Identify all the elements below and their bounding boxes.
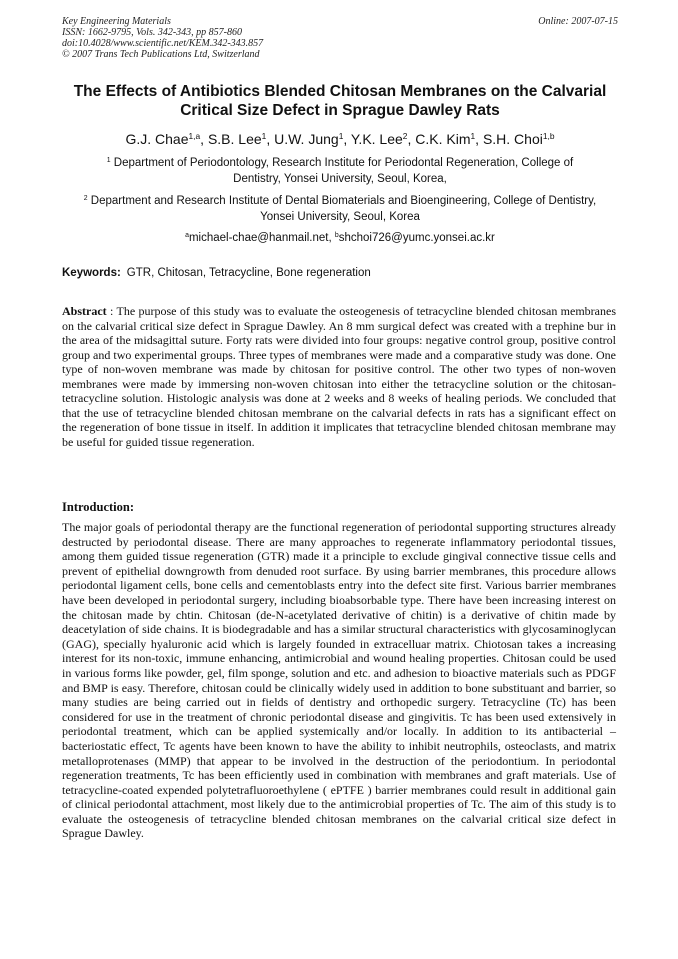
- author: [415, 131, 483, 147]
- affiliation-2-line-2: Yonsei University, Seoul, Korea: [260, 211, 420, 223]
- keywords: [62, 265, 618, 281]
- affiliation-1-line-1: [62, 155, 618, 171]
- keywords-text: GTR, Chitosan, Tetracycline, Bone regeneration: [126, 267, 371, 279]
- author: [483, 131, 555, 147]
- title-line-2: Critical Size Defect in Sprague Dawley Rats: [180, 102, 500, 119]
- author-affiliation-mark: 1: [470, 130, 476, 141]
- affiliation-2: [62, 193, 618, 225]
- introduction-heading: Introduction:: [62, 500, 135, 514]
- author-name: Y.K. Lee: [350, 131, 403, 147]
- author: [208, 131, 274, 147]
- author: [274, 131, 351, 147]
- author-emails: [62, 230, 618, 246]
- affiliation-1-text-1: Department of Periodontology, Research Institute for Periodontal Regeneration, College of: [110, 157, 574, 169]
- author-separator: ,: [200, 131, 208, 147]
- affiliation-1-mark: 1: [106, 156, 111, 164]
- journal-doi: doi:10.4028/www.scientific.net/KEM.342-343.857: [62, 38, 264, 49]
- email-b: shchoi726@yumc.yonsei.ac.kr: [338, 232, 495, 244]
- author-affiliation-mark: 1: [261, 130, 267, 141]
- keywords-label: Keywords:: [62, 267, 121, 279]
- author-separator: ,: [343, 131, 351, 147]
- author: [125, 131, 207, 147]
- author-affiliation-mark: 2: [402, 130, 408, 141]
- introduction-text: The major goals of periodontal therapy are the functional regeneration of periodontal supporting structures already destructed by periodontal disease. There are many approaches to regenerate inflammatory periodontal tissues, among them guided tissue regeneration (GTR) made it a principle to exclude gingival connective tissue cells and prevent of epithelial downgrowth from denuded root surface. By using barrier membranes, this procedure allows periodontal ligament cells, bone cells and cementoblasts entry into the defect site first. Various barrier membranes have been developed in periodontal surgery, including bioabsorbable type. There have been increasing interest on the chitosan made by chtin. Chitosan (de-N-acetylated derivative of chitin) is a derivative of chitin made by deacetylation of side chains. It is biodegradable and has a similar structural characteristics with glycosaminoglycan (GAG), specially hyaluronic acid which is largely founded in extracelluar matrix. Chiotosan takes a increasing interest for its non-toxic, immune enhancing, antimicrobial and wound healing properties. Chitosan could be used in various forms like powder, gel, film sponge, solution and etc. and adhesion to bioactive materials such as PDGF and BMP is easy. Therefore, chitosan could be clinically widely used in addition to bone substituant and barrier, so many studies are being carried out in fields of dentistry and orthopedic surgery. Tetracycline (Tc) has been considered for use in the treatment of chronic periodontal disease and gingivitis. Tc has been used extensively in periodontal treatment, which can be applied systemically and/or locally. In addition to its antibacterial – bacteriostatic effect, Tc agents have been known to have the ability to inhibit neutrophils, osteoclasts, and matrix metalloprotenases (MMP) that appear to be involved in the destruction of the periodontium. In periodontal regeneration treatments, Tc has been efficiently used in combination with membranes and graft materials. Use of tetracycline-coated expended polytetrafluoroethylene ( ePTFE ) barrier membranes could result in additional gain of clinical periodontal attachment, most likely due to the antimicrobial properties of Tc. The aim of this study is to evaluate the osteogenesis of tetracycline blended chitosan membranes on the calvarial critical size defect in Sprague Dawley.: [62, 520, 616, 841]
- author-name: S.H. Choi: [482, 131, 543, 147]
- abstract-text: : The purpose of this study was to evaluate the osteogenesis of tetracycline blended chitosan membranes on the calvarial critical size defect in Sprague Dawley. An 8 mm surgical defect was created with a trephine bur in the area of the midsagittal suture. Forty rats were divided into four groups: negative control group, positive control group and two experimental groups. Three types of membranes were made and a comparative study was done. One type of non-woven membrane was made by chitosan for positive control. The other two types of non-woven membranes were made by immersing non-woven chitosan into either the tetracycline solution or the chitosan-tetracycline solution. Histologic analysis was done at 2 weeks and 8 weeks of healing periods. We concluded that that the use of tetracycline blended chitosan membrane on the calvarial defects in rats has a significant effect on the regeneration of bone tissue in itself. In addition it implicates that tetracycline blended chitosan membrane may be useful for guided tissue regeneration.: [62, 304, 616, 449]
- journal-name: Key Engineering Materials: [62, 16, 171, 27]
- author-name: C.K. Kim: [415, 131, 471, 147]
- title-line-1: The Effects of Antibiotics Blended Chitosan Membranes on the Calvarial: [73, 83, 607, 100]
- affiliation-2-mark: 2: [83, 194, 88, 202]
- author-name: S.B. Lee: [207, 131, 262, 147]
- paper-title: [62, 82, 618, 120]
- journal-copyright: © 2007 Trans Tech Publications Ltd, Switzerland: [62, 49, 260, 60]
- email-b-mark: b: [334, 231, 339, 239]
- author-name: G.J. Chae: [125, 131, 189, 147]
- affiliation-2-text-1: Department and Research Institute of Dental Biomaterials and Bioengineering, College of Dentistry,: [87, 195, 597, 207]
- affiliation-1: [62, 155, 618, 187]
- online-date: Online: 2007-07-15: [538, 16, 618, 27]
- affiliation-2-line-1: [62, 193, 618, 209]
- author-affiliation-mark: 1: [338, 130, 344, 141]
- author-separator: ,: [475, 131, 483, 147]
- abstract-label: Abstract: [62, 304, 107, 318]
- abstract: [62, 304, 616, 449]
- author-separator: ,: [266, 131, 275, 147]
- author-separator: ,: [407, 131, 416, 147]
- author-affiliation-mark: 1,b: [542, 130, 555, 141]
- journal-issn: ISSN: 1662-9795, Vols. 342-343, pp 857-860: [62, 27, 242, 38]
- email-a-mark: a: [185, 231, 189, 239]
- author: [351, 131, 415, 147]
- journal-header: [62, 16, 618, 60]
- author-affiliation-mark: 1,a: [188, 130, 201, 141]
- author-name: U.W. Jung: [274, 131, 339, 147]
- affiliation-1-line-2: Dentistry, Yonsei University, Seoul, Korea,: [233, 173, 447, 185]
- author-list: [62, 130, 618, 148]
- email-a: michael-chae@hanmail.net,: [188, 232, 335, 244]
